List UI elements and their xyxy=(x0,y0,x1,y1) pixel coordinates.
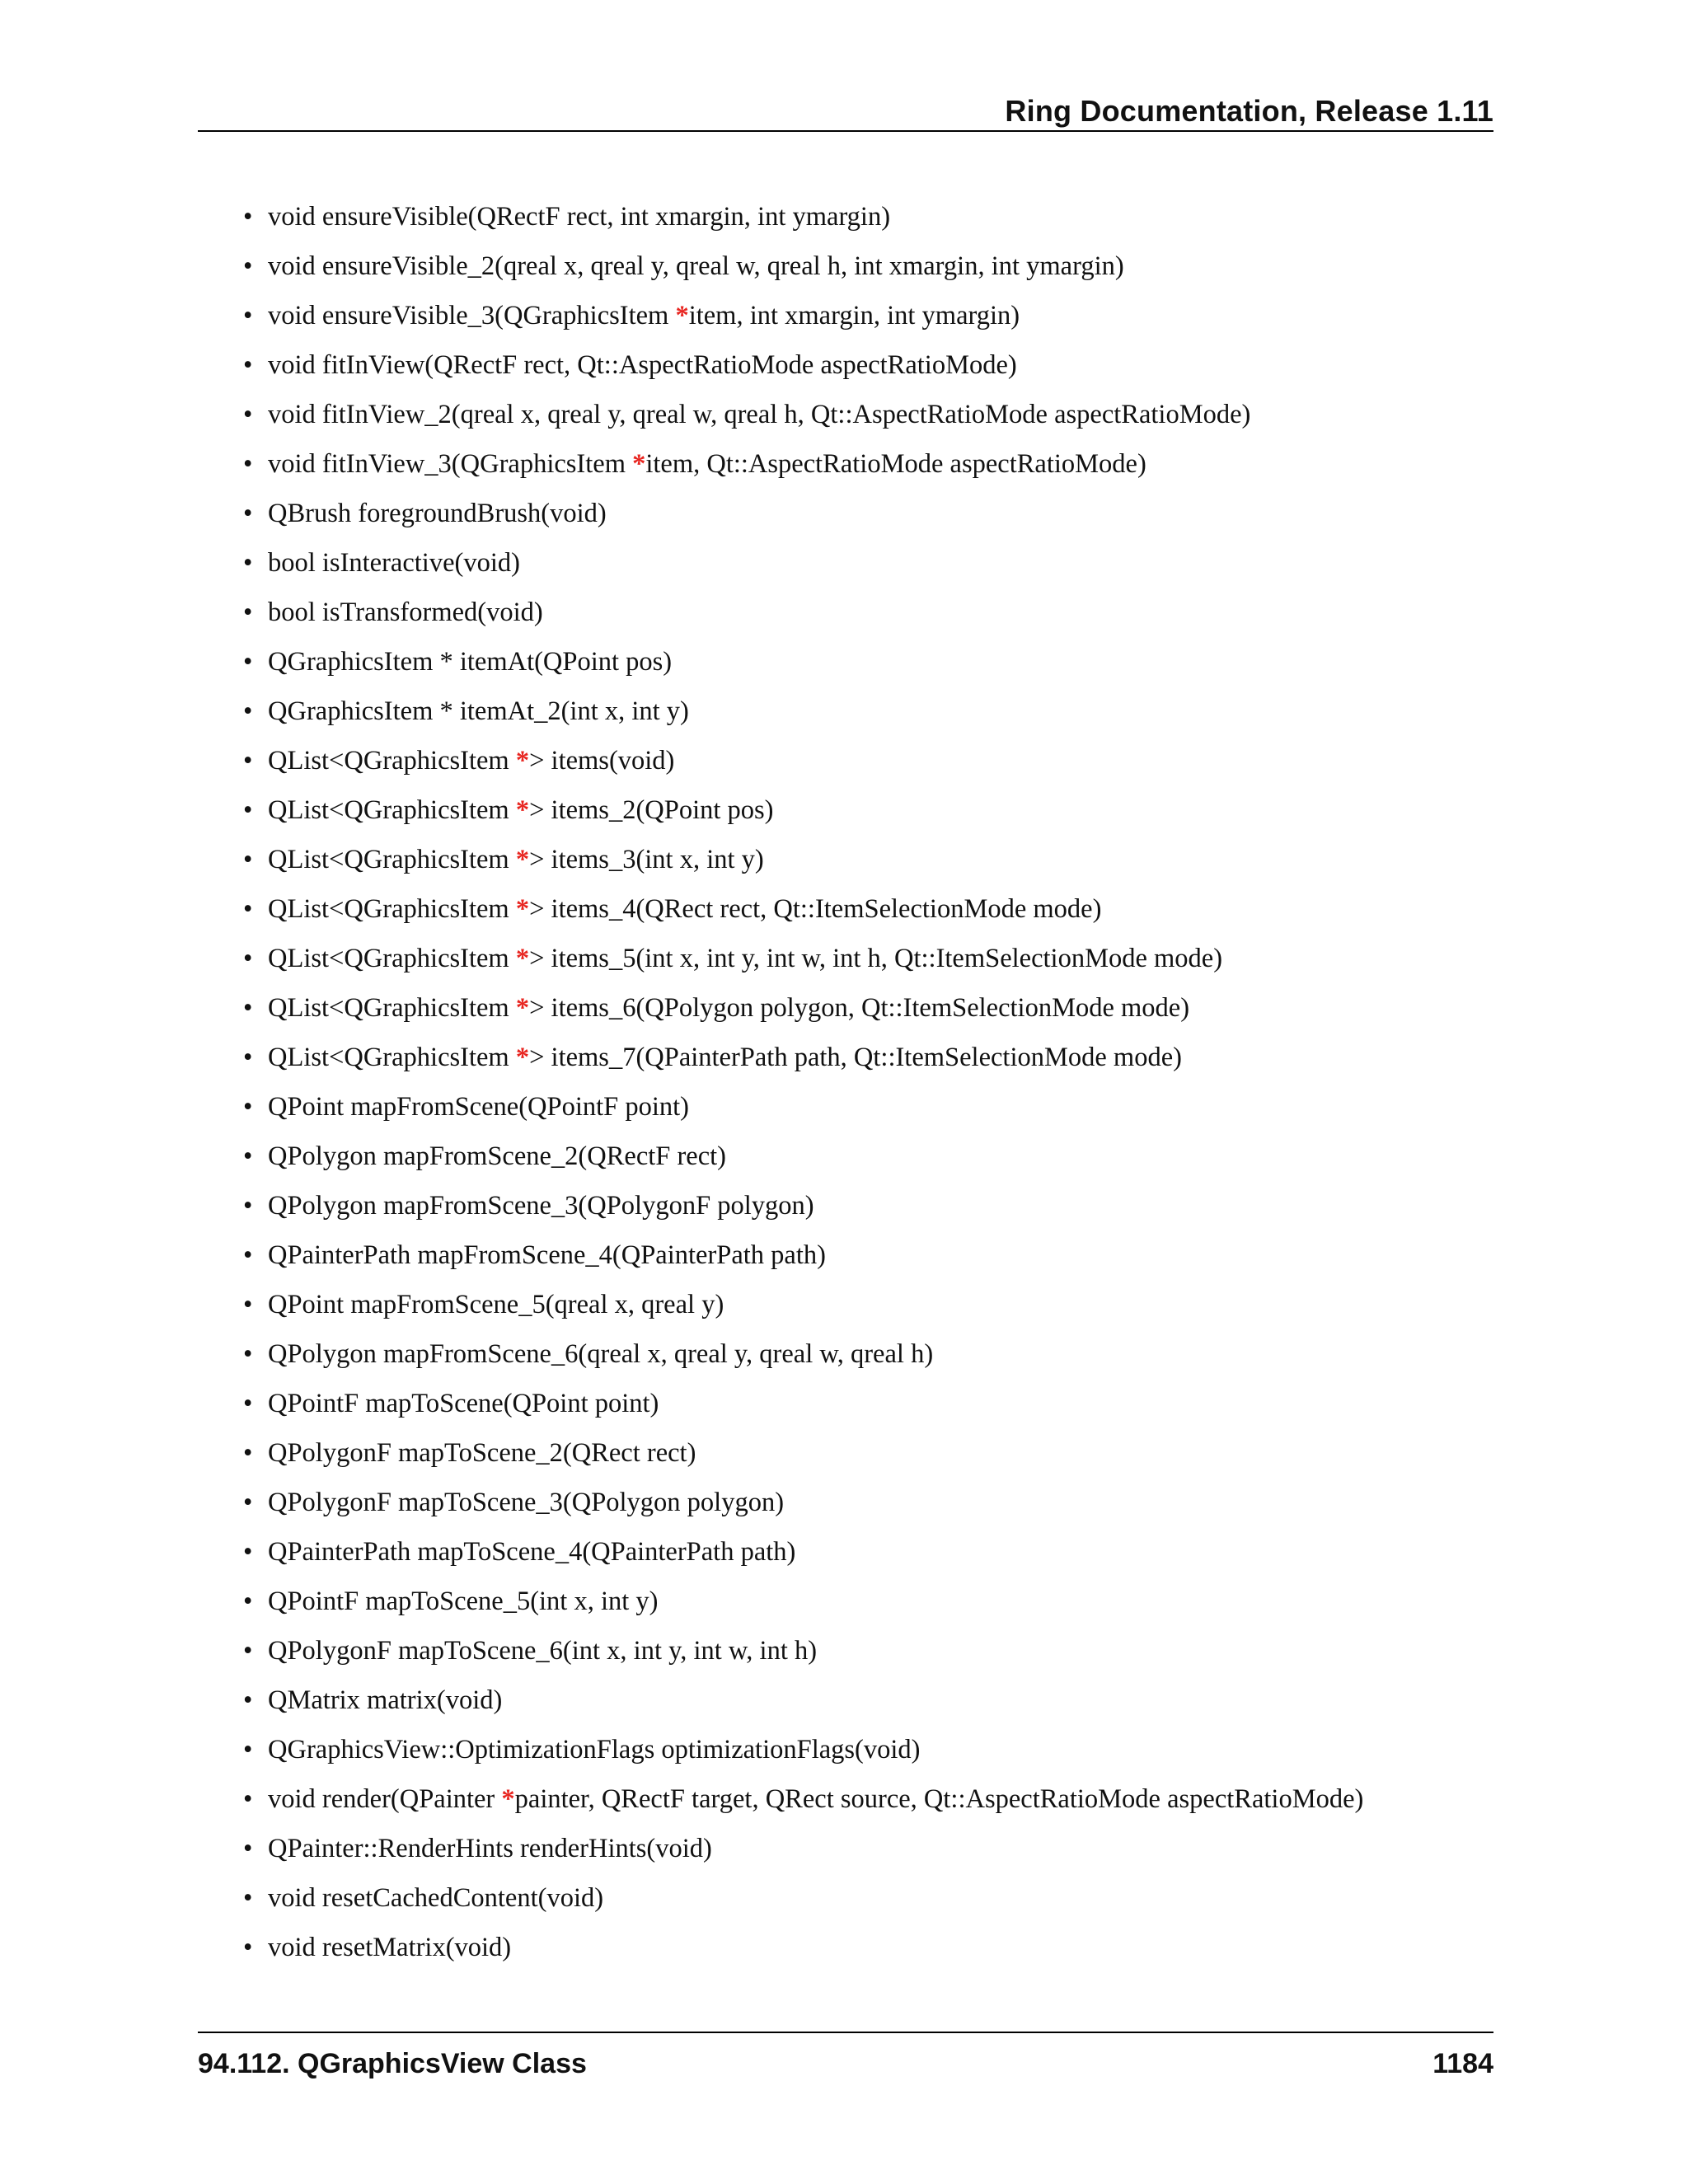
method-list xyxy=(241,195,1363,1975)
method-signature-text: QList<QGraphicsItem xyxy=(268,944,516,973)
method-signature-text: item, int xmargin, int ymargin) xyxy=(688,301,1020,330)
method-signature-text: void ensureVisible_2(qreal x, qreal y, qreal w, qreal h, int xmargin, int ymargin) xyxy=(268,251,1124,281)
method-item xyxy=(241,1481,1363,1530)
method-signature-text: bool isInteractive(void) xyxy=(268,548,520,578)
method-item xyxy=(241,1877,1363,1926)
method-item xyxy=(241,1085,1363,1135)
bullet-icon: • xyxy=(243,1092,253,1122)
bullet-icon: • xyxy=(243,1933,253,1962)
section-title: 94.112. QGraphicsView Class xyxy=(198,2048,587,2079)
method-signature-text: QPolygon mapFromScene_2(QRectF rect) xyxy=(268,1141,727,1171)
bullet-icon: • xyxy=(243,1043,253,1072)
method-item xyxy=(241,1234,1363,1283)
method-signature-text: void resetCachedContent(void) xyxy=(268,1883,604,1913)
page-header xyxy=(198,91,1493,132)
bullet-icon: • xyxy=(243,1141,253,1171)
method-item xyxy=(241,1778,1363,1827)
bullet-icon: • xyxy=(243,1290,253,1319)
page-footer xyxy=(198,2032,1493,2083)
method-item xyxy=(241,1432,1363,1481)
method-signature-text: QList<QGraphicsItem xyxy=(268,746,516,776)
method-item xyxy=(241,591,1363,640)
method-signature-text: QList<QGraphicsItem xyxy=(268,993,516,1023)
method-item xyxy=(241,739,1363,789)
method-item xyxy=(241,1333,1363,1382)
method-item xyxy=(241,987,1363,1036)
method-signature-text: QPainter::RenderHints renderHints(void) xyxy=(268,1834,712,1863)
bullet-icon: • xyxy=(243,1389,253,1418)
method-item xyxy=(241,789,1363,838)
bullet-icon: • xyxy=(243,845,253,874)
method-signature-text: bool isTransformed(void) xyxy=(268,598,543,627)
method-item xyxy=(241,1629,1363,1679)
method-item xyxy=(241,1679,1363,1728)
bullet-icon: • xyxy=(243,993,253,1023)
bullet-icon: • xyxy=(243,1685,253,1715)
method-item xyxy=(241,195,1363,245)
method-signature-text: void ensureVisible(QRectF rect, int xmargin, int ymargin) xyxy=(268,202,891,232)
method-signature-text: QPolygon mapFromScene_6(qreal x, qreal y, qreal w, qreal h) xyxy=(268,1339,934,1369)
method-item xyxy=(241,1036,1363,1085)
bullet-icon: • xyxy=(243,1537,253,1567)
pointer-star: * xyxy=(632,449,646,479)
method-signature-text: QPainterPath mapFromScene_4(QPainterPath path) xyxy=(268,1240,826,1270)
method-item xyxy=(241,443,1363,492)
method-item xyxy=(241,937,1363,987)
method-item xyxy=(241,1382,1363,1432)
pointer-star: * xyxy=(675,301,689,330)
method-item xyxy=(241,1135,1363,1184)
method-signature-text: QGraphicsItem * itemAt_2(int x, int y) xyxy=(268,696,689,726)
method-signature-text: > items_5(int x, int y, int w, int h, Qt::ItemSelectionMode mode) xyxy=(529,944,1223,973)
method-item xyxy=(241,294,1363,344)
method-item xyxy=(241,838,1363,888)
method-signature-text: QPointF mapToScene_5(int x, int y) xyxy=(268,1586,659,1616)
bullet-icon: • xyxy=(243,1191,253,1221)
method-signature-text: QGraphicsItem * itemAt(QPoint pos) xyxy=(268,647,673,677)
pointer-star: * xyxy=(515,993,530,1023)
method-signature-text: void ensureVisible_3(QGraphicsItem xyxy=(268,301,676,330)
bullet-icon: • xyxy=(243,894,253,924)
bullet-icon: • xyxy=(243,548,253,578)
bullet-icon: • xyxy=(243,449,253,479)
method-item xyxy=(241,1283,1363,1333)
method-signature-text: void resetMatrix(void) xyxy=(268,1933,512,1962)
page-number: 1184 xyxy=(1432,2048,1493,2079)
bullet-icon: • xyxy=(243,202,253,232)
method-signature-text: painter, QRectF target, QRect source, Qt::AspectRatioMode aspectRatioMode) xyxy=(514,1784,1364,1814)
bullet-icon: • xyxy=(243,1636,253,1666)
bullet-icon: • xyxy=(243,301,253,330)
pointer-star: * xyxy=(515,845,530,874)
bullet-icon: • xyxy=(243,1834,253,1863)
method-signature-text: > items_3(int x, int y) xyxy=(529,845,764,874)
pointer-star: * xyxy=(515,1043,530,1072)
method-item xyxy=(241,492,1363,541)
bullet-icon: • xyxy=(243,1784,253,1814)
method-signature-text: > items_7(QPainterPath path, Qt::ItemSelectionMode mode) xyxy=(529,1043,1182,1072)
bullet-icon: • xyxy=(243,1438,253,1468)
method-signature-text: QBrush foregroundBrush(void) xyxy=(268,499,607,528)
method-item xyxy=(241,1580,1363,1629)
method-signature-text: void fitInView(QRectF rect, Qt::AspectRatioMode aspectRatioMode) xyxy=(268,350,1017,380)
pointer-star: * xyxy=(515,746,530,776)
document-title: Ring Documentation, Release 1.11 xyxy=(1005,94,1493,128)
method-signature-text: QPolygonF mapToScene_2(QRect rect) xyxy=(268,1438,696,1468)
method-signature-text: QList<QGraphicsItem xyxy=(268,795,516,825)
method-signature-text: QPolygonF mapToScene_3(QPolygon polygon) xyxy=(268,1488,785,1517)
bullet-icon: • xyxy=(243,1240,253,1270)
bullet-icon: • xyxy=(243,696,253,726)
bullet-icon: • xyxy=(243,944,253,973)
method-item xyxy=(241,1530,1363,1580)
method-signature-text: > items(void) xyxy=(529,746,675,776)
bullet-icon: • xyxy=(243,350,253,380)
method-signature-text: QGraphicsView::OptimizationFlags optimizationFlags(void) xyxy=(268,1735,921,1765)
method-item xyxy=(241,640,1363,690)
pointer-star: * xyxy=(515,944,530,973)
method-item xyxy=(241,344,1363,393)
bullet-icon: • xyxy=(243,1883,253,1913)
bullet-icon: • xyxy=(243,795,253,825)
method-signature-text: QPoint mapFromScene(QPointF point) xyxy=(268,1092,689,1122)
pointer-star: * xyxy=(515,795,530,825)
method-signature-text: QPainterPath mapToScene_4(QPainterPath path) xyxy=(268,1537,796,1567)
bullet-icon: • xyxy=(243,647,253,677)
method-signature-text: QMatrix matrix(void) xyxy=(268,1685,503,1715)
method-item xyxy=(241,393,1363,443)
method-item xyxy=(241,1827,1363,1877)
method-item xyxy=(241,690,1363,739)
method-signature-text: QPointF mapToScene(QPoint point) xyxy=(268,1389,659,1418)
bullet-icon: • xyxy=(243,1339,253,1369)
bullet-icon: • xyxy=(243,1488,253,1517)
pointer-star: * xyxy=(515,894,530,924)
method-item xyxy=(241,541,1363,591)
bullet-icon: • xyxy=(243,746,253,776)
method-item xyxy=(241,888,1363,937)
method-signature-text: void fitInView_3(QGraphicsItem xyxy=(268,449,633,479)
bullet-icon: • xyxy=(243,1586,253,1616)
method-signature-text: > items_4(QRect rect, Qt::ItemSelectionMode mode) xyxy=(529,894,1102,924)
method-signature-text: > items_6(QPolygon polygon, Qt::ItemSelectionMode mode) xyxy=(529,993,1190,1023)
bullet-icon: • xyxy=(243,1735,253,1765)
method-signature-text: > items_2(QPoint pos) xyxy=(529,795,774,825)
method-item xyxy=(241,1184,1363,1234)
method-signature-text: QList<QGraphicsItem xyxy=(268,894,516,924)
pointer-star: * xyxy=(501,1784,515,1814)
bullet-icon: • xyxy=(243,400,253,429)
method-signature-text: item, Qt::AspectRatioMode aspectRatioMode) xyxy=(645,449,1146,479)
method-signature-text: void fitInView_2(qreal x, qreal y, qreal w, qreal h, Qt::AspectRatioMode aspectRatioMode) xyxy=(268,400,1251,429)
bullet-icon: • xyxy=(243,251,253,281)
bullet-icon: • xyxy=(243,598,253,627)
method-signature-text: QPolygon mapFromScene_3(QPolygonF polygon) xyxy=(268,1191,814,1221)
method-signature-text: QPoint mapFromScene_5(qreal x, qreal y) xyxy=(268,1290,724,1319)
method-signature-text: QList<QGraphicsItem xyxy=(268,1043,516,1072)
method-item xyxy=(241,1926,1363,1975)
bullet-icon: • xyxy=(243,499,253,528)
method-signature-text: void render(QPainter xyxy=(268,1784,502,1814)
method-item xyxy=(241,245,1363,294)
method-signature-text: QList<QGraphicsItem xyxy=(268,845,516,874)
method-signature-text: QPolygonF mapToScene_6(int x, int y, int w, int h) xyxy=(268,1636,818,1666)
method-item xyxy=(241,1728,1363,1778)
